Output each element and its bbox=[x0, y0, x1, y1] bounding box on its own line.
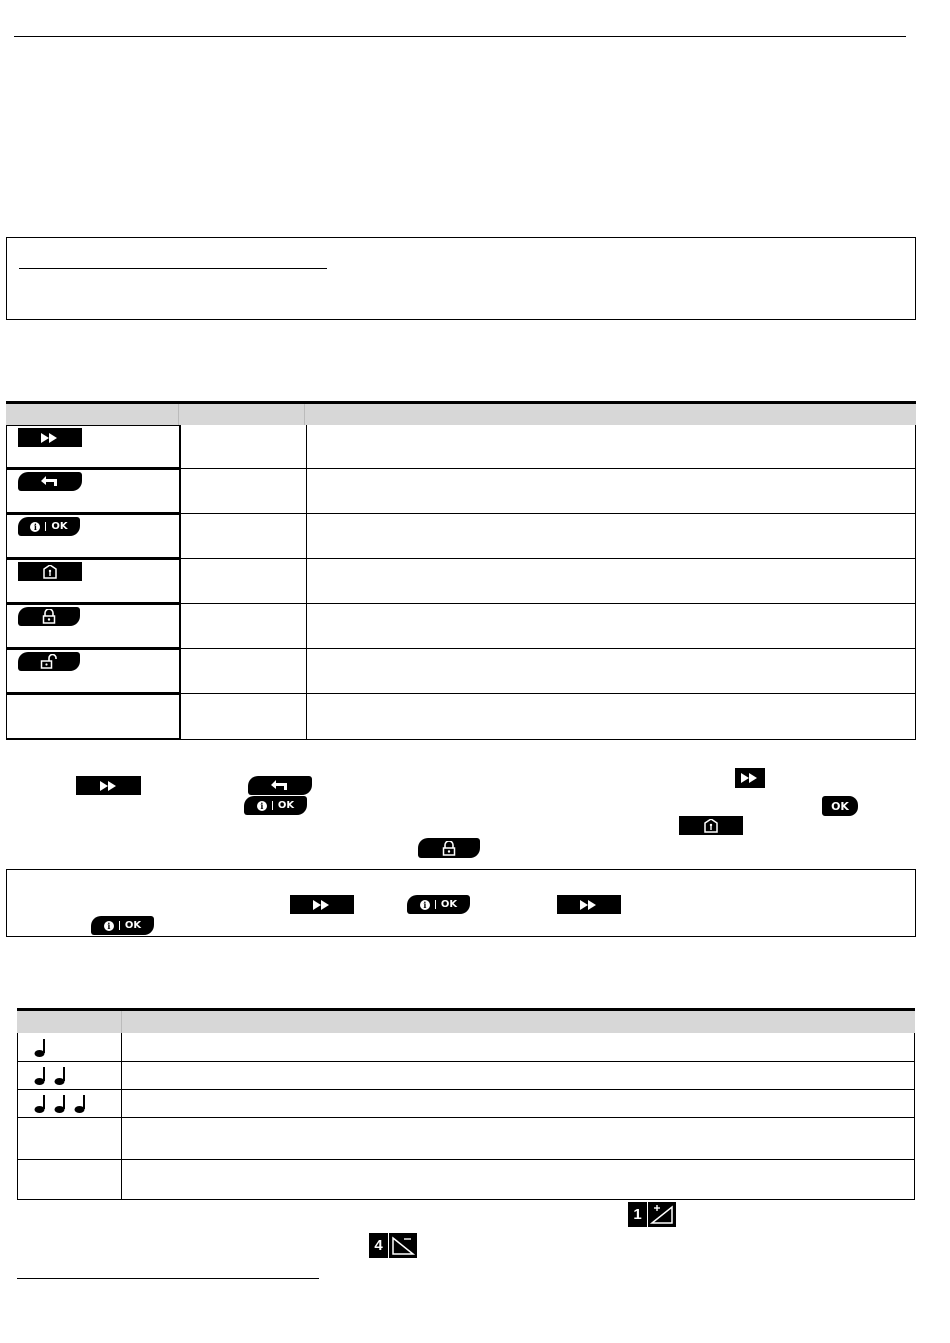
inline-ok-short-key-icon: OK bbox=[822, 796, 858, 816]
ok-key-label: OK bbox=[51, 521, 68, 532]
tip-next-key-icon bbox=[290, 895, 354, 914]
tip-ok-key-icon: i OK bbox=[407, 895, 470, 914]
key-1-digit: 1 bbox=[628, 1202, 647, 1227]
key-4-digit: 4 bbox=[369, 1233, 388, 1258]
volume-up-icon bbox=[648, 1202, 676, 1227]
tip-box bbox=[6, 869, 916, 937]
tip-ok-key-icon-2: i OK bbox=[91, 916, 154, 935]
notice-box bbox=[6, 237, 916, 320]
inline-next-small-key-icon bbox=[735, 768, 765, 788]
one-note-icon bbox=[33, 1038, 47, 1058]
inline-ok-key-icon: i OK bbox=[244, 796, 307, 815]
home-key-icon bbox=[18, 562, 82, 581]
inline-home-key-icon bbox=[679, 816, 743, 835]
three-notes-icon bbox=[33, 1094, 89, 1114]
inline-next-key-icon bbox=[76, 776, 141, 795]
away-lock-key-icon bbox=[18, 607, 80, 626]
tip-next-key-icon-2 bbox=[557, 895, 621, 914]
back-key-icon bbox=[18, 472, 82, 491]
key-cell bbox=[6, 694, 181, 740]
disarm-unlock-key-icon bbox=[18, 652, 80, 671]
sounds-table-header bbox=[17, 1008, 915, 1033]
ok-key-icon: i OK bbox=[18, 517, 80, 536]
header-rule bbox=[14, 36, 906, 37]
keys-table-header bbox=[6, 401, 916, 425]
volume-down-icon bbox=[389, 1233, 417, 1258]
inline-back-key-icon bbox=[248, 776, 312, 795]
inline-away-lock-key-icon bbox=[418, 838, 480, 858]
notice-heading-underline bbox=[19, 268, 327, 269]
next-key-icon bbox=[18, 428, 82, 447]
footnote-rule bbox=[17, 1278, 319, 1279]
two-notes-icon bbox=[33, 1066, 69, 1086]
